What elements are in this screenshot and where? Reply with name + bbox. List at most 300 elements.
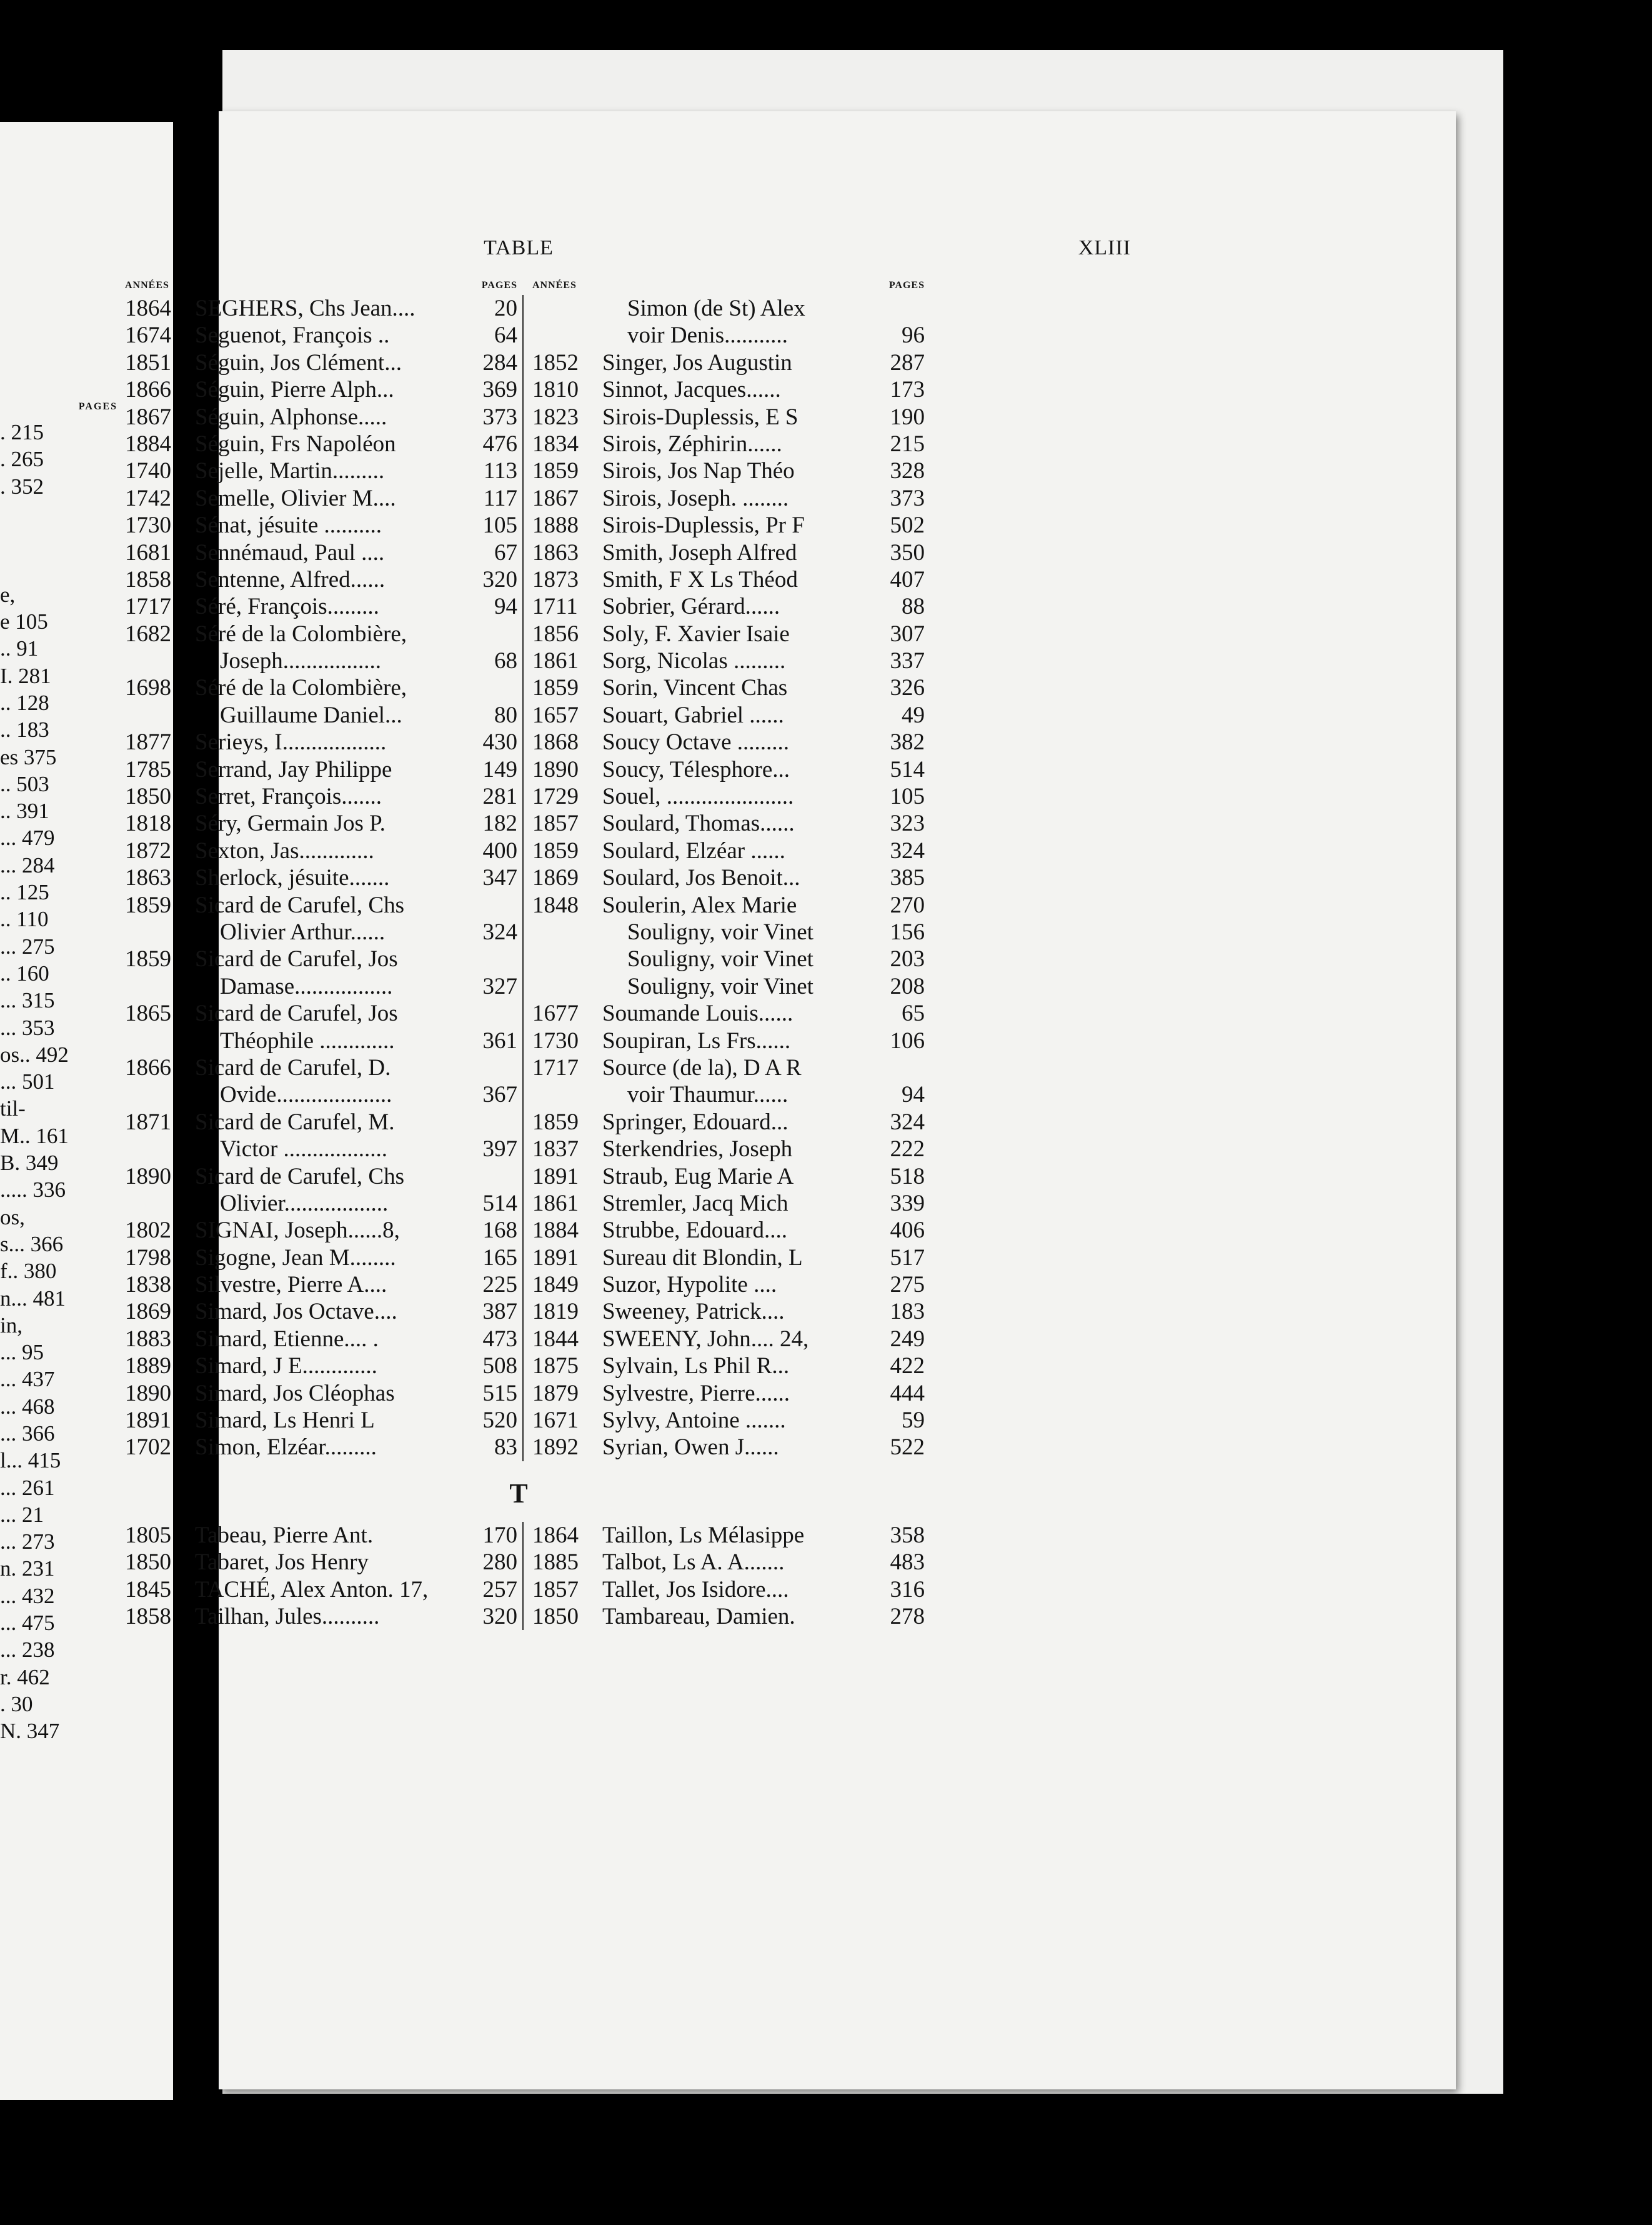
entry-page bbox=[876, 1054, 925, 1081]
entry-page: 324 bbox=[890, 838, 925, 864]
entry-page: 407 bbox=[890, 566, 925, 592]
index-entry bbox=[125, 919, 517, 946]
index-entry bbox=[532, 674, 925, 701]
entry-name: Tabaret, Jos Henry bbox=[195, 1549, 369, 1576]
entry-page: 520 bbox=[482, 1408, 517, 1434]
page-title: TABLE bbox=[484, 236, 554, 259]
entry-page: 369 bbox=[482, 377, 517, 403]
previous-page-line: os.. 492 bbox=[0, 1042, 69, 1067]
index-entry bbox=[125, 810, 517, 837]
previous-page-line: .. 128 bbox=[0, 690, 49, 715]
entry-name: Séré de la Colombière, bbox=[195, 621, 407, 647]
entry-name: Soumande Louis...... bbox=[602, 1001, 794, 1027]
entry-year: 1859 bbox=[532, 458, 579, 484]
index-entry bbox=[532, 1326, 925, 1352]
previous-page-line: ... 437 bbox=[0, 1367, 55, 1392]
entry-name: Talbot, Ls A. A....... bbox=[602, 1549, 785, 1576]
entry-year: 1866 bbox=[125, 377, 171, 403]
previous-page-pages-header: PAGES bbox=[78, 401, 117, 412]
entry-year bbox=[125, 919, 195, 946]
entry-name: SEGHERS, Chs Jean.... bbox=[195, 296, 415, 321]
entry-name: Sorin, Vincent Chas bbox=[602, 675, 788, 701]
previous-page-line: . 30 bbox=[0, 1691, 33, 1716]
entry-year: 1859 bbox=[532, 1109, 579, 1135]
entry-year: 1879 bbox=[532, 1380, 579, 1406]
entry-name: Damase................. bbox=[220, 973, 393, 999]
entry-page: 422 bbox=[890, 1353, 925, 1379]
entry-name: Simon (de St) Alex bbox=[627, 296, 805, 321]
index-entry bbox=[125, 458, 517, 484]
entry-year: 1682 bbox=[125, 621, 171, 647]
entry-year bbox=[532, 919, 602, 946]
entry-name: Source (de la), D A R bbox=[602, 1054, 802, 1081]
index-entry bbox=[125, 1603, 517, 1630]
entry-name: TACHÉ, Alex Anton. 17, bbox=[195, 1576, 429, 1602]
index-entry bbox=[532, 1407, 925, 1434]
entry-page: 88 bbox=[902, 594, 925, 620]
previous-page-lines bbox=[0, 419, 131, 1745]
entry-page: 83 bbox=[494, 1434, 517, 1461]
entry-page: 307 bbox=[890, 621, 925, 647]
previous-page-line: ... 284 bbox=[0, 852, 55, 878]
index-entry bbox=[125, 674, 517, 701]
entry-year: 1890 bbox=[125, 1380, 171, 1406]
entry-name: Soulard, Thomas...... bbox=[602, 811, 795, 837]
entry-name: Soucy, Télesphore... bbox=[602, 756, 790, 782]
entry-name: Sorg, Nicolas ......... bbox=[602, 648, 786, 674]
entry-page: 406 bbox=[890, 1218, 925, 1244]
entry-name: Séguin, Frs Napoléon bbox=[195, 431, 396, 457]
entry-page: 385 bbox=[890, 865, 925, 891]
entry-name: Simard, J E............. bbox=[195, 1353, 377, 1379]
entry-year: 1877 bbox=[125, 729, 171, 756]
index-entry bbox=[125, 1190, 517, 1217]
index-entry bbox=[532, 593, 925, 620]
entry-name: Sinnot, Jacques...... bbox=[602, 377, 781, 403]
entry-year bbox=[532, 322, 602, 349]
entry-name: Tailhan, Jules.......... bbox=[195, 1603, 380, 1629]
entry-page: 94 bbox=[902, 1082, 925, 1108]
previous-page-line: es 375 bbox=[0, 744, 57, 769]
entry-name: Sobrier, Gérard...... bbox=[602, 594, 780, 620]
entry-name: Sexton, Jas............. bbox=[195, 838, 374, 864]
entry-year: 1866 bbox=[125, 1054, 171, 1081]
entry-page bbox=[469, 674, 517, 701]
index-entry bbox=[125, 1081, 517, 1108]
entry-year: 1857 bbox=[532, 1576, 579, 1602]
previous-page-line: ... 238 bbox=[0, 1638, 55, 1662]
entry-page: 249 bbox=[890, 1326, 925, 1352]
entry-year: 1850 bbox=[125, 784, 171, 810]
entry-year: 1871 bbox=[125, 1109, 171, 1135]
entry-name: Sherlock, jésuite....... bbox=[195, 865, 390, 891]
entry-page: 173 bbox=[890, 377, 925, 403]
entry-year: 1859 bbox=[125, 892, 171, 918]
entry-year: 1859 bbox=[532, 838, 579, 864]
entry-page: 68 bbox=[494, 648, 517, 674]
entry-name: Souart, Gabriel ...... bbox=[602, 702, 784, 728]
entry-name: Simard, Jos Octave.... bbox=[195, 1299, 397, 1325]
running-header bbox=[125, 236, 1131, 280]
entry-page: 80 bbox=[494, 702, 517, 728]
entry-name: Soly, F. Xavier Isaie bbox=[602, 621, 790, 647]
entry-page: 59 bbox=[902, 1408, 925, 1434]
entry-name: Sénat, jésuite .......... bbox=[195, 512, 382, 539]
entry-year: 1852 bbox=[532, 349, 579, 376]
index-entry bbox=[125, 1380, 517, 1407]
entry-name: Sicard de Carufel, Jos bbox=[195, 946, 398, 972]
index-entry bbox=[532, 1271, 925, 1298]
index-entry bbox=[532, 783, 925, 810]
entry-year: 1845 bbox=[125, 1576, 171, 1602]
entry-page: 113 bbox=[483, 458, 517, 484]
entry-name: Séguin, Alphonse..... bbox=[195, 404, 387, 430]
entry-page: 316 bbox=[890, 1576, 925, 1602]
index-entry bbox=[532, 1081, 925, 1108]
entry-page: 222 bbox=[890, 1136, 925, 1162]
previous-page-line: s... 366 bbox=[0, 1231, 64, 1256]
previous-page-line bbox=[0, 527, 131, 554]
entry-year bbox=[125, 1190, 195, 1217]
index-entry bbox=[532, 295, 925, 322]
entry-name: Sentenne, Alfred...... bbox=[195, 566, 386, 592]
index-entry bbox=[125, 973, 517, 1000]
entry-year: 1864 bbox=[125, 296, 171, 321]
entry-year: 1869 bbox=[532, 865, 579, 891]
left-years-header: ANNÉES bbox=[125, 280, 169, 291]
entry-year bbox=[532, 973, 602, 1000]
entry-page: 156 bbox=[890, 919, 925, 945]
previous-page-line: ..... 336 bbox=[0, 1178, 66, 1202]
index-entry bbox=[532, 1434, 925, 1461]
entry-year bbox=[125, 1028, 195, 1054]
entry-page bbox=[469, 1054, 517, 1081]
entry-name: Silvestre, Pierre A.... bbox=[195, 1272, 387, 1298]
entry-year: 1890 bbox=[125, 1163, 171, 1189]
entry-year bbox=[125, 648, 195, 674]
column-headers bbox=[125, 280, 1131, 295]
entry-page: 514 bbox=[482, 1190, 517, 1216]
entry-name: Simon, Elzéar......... bbox=[195, 1434, 377, 1461]
entry-name: Théophile ............. bbox=[220, 1028, 395, 1054]
entry-name: Séguin, Jos Clément... bbox=[195, 349, 402, 376]
entry-page: 106 bbox=[890, 1028, 925, 1054]
entry-year: 1698 bbox=[125, 675, 171, 701]
index-entry bbox=[532, 1380, 925, 1407]
entry-page: 522 bbox=[890, 1434, 925, 1461]
index-entry bbox=[532, 1163, 925, 1190]
index-entry bbox=[532, 512, 925, 539]
entry-name: Smith, Joseph Alfred bbox=[602, 539, 797, 566]
entry-page bbox=[469, 1163, 517, 1190]
entry-page: 225 bbox=[482, 1272, 517, 1298]
entry-page: 105 bbox=[482, 512, 517, 539]
entry-name: Seguenot, François .. bbox=[195, 322, 390, 349]
entry-year: 1875 bbox=[532, 1353, 579, 1379]
entry-year: 1671 bbox=[532, 1408, 579, 1434]
entry-page: 339 bbox=[890, 1190, 925, 1216]
entry-year: 1850 bbox=[125, 1549, 171, 1576]
entry-page: 517 bbox=[890, 1244, 925, 1271]
previous-page-line: ... 275 bbox=[0, 934, 55, 959]
entry-page: 203 bbox=[890, 946, 925, 972]
index-entry bbox=[532, 1190, 925, 1217]
entry-page: 165 bbox=[482, 1244, 517, 1271]
entry-year: 1884 bbox=[125, 431, 171, 457]
entry-name: Souligny, voir Vinet bbox=[627, 946, 814, 972]
previous-page-line: .. 503 bbox=[0, 771, 49, 796]
entry-year: 1711 bbox=[532, 594, 578, 620]
entry-year: 1717 bbox=[532, 1054, 579, 1081]
entry-name: Syrian, Owen J...... bbox=[602, 1434, 779, 1461]
previous-page-line: e, bbox=[0, 582, 16, 607]
index-entry bbox=[532, 349, 925, 376]
entry-page: 476 bbox=[482, 431, 517, 457]
entry-name: Suzor, Hypolite .... bbox=[602, 1272, 777, 1298]
entry-name: Serieys, I.................. bbox=[195, 729, 387, 756]
t-right-column bbox=[532, 1522, 925, 1631]
entry-page: 215 bbox=[890, 431, 925, 457]
entry-name: Soupiran, Ls Frs...... bbox=[602, 1028, 791, 1054]
entry-page: 361 bbox=[482, 1028, 517, 1054]
entry-page: 367 bbox=[482, 1082, 517, 1108]
entry-page: 327 bbox=[482, 973, 517, 999]
entry-page bbox=[469, 621, 517, 648]
previous-page-line: ... 468 bbox=[0, 1394, 55, 1419]
entry-page: 281 bbox=[482, 784, 517, 810]
entry-name: Taillon, Ls Mélasippe bbox=[602, 1522, 805, 1548]
index-entry bbox=[125, 349, 517, 376]
index-entry bbox=[125, 566, 517, 593]
column-divider bbox=[522, 295, 524, 1461]
entry-name: Sicard de Carufel, Chs bbox=[195, 892, 404, 918]
entry-year: 1891 bbox=[532, 1163, 579, 1189]
t-left-column bbox=[125, 1522, 517, 1631]
entry-name: Olivier.................. bbox=[220, 1190, 389, 1216]
entry-name: Sterkendries, Joseph bbox=[602, 1136, 793, 1162]
entry-name: Simard, Jos Cléophas bbox=[195, 1380, 395, 1406]
index-entry bbox=[125, 1109, 517, 1136]
index-entry bbox=[532, 648, 925, 674]
entry-year: 1717 bbox=[125, 594, 171, 620]
index-entry bbox=[532, 838, 925, 864]
entry-year: 1864 bbox=[532, 1522, 579, 1548]
previous-page-edge-text bbox=[0, 400, 131, 1962]
entry-page: 518 bbox=[890, 1163, 925, 1189]
entry-name: Smith, F X Ls Théod bbox=[602, 566, 798, 592]
entry-year: 1856 bbox=[532, 621, 579, 647]
entry-name: Sirois, Joseph. ........ bbox=[602, 485, 789, 511]
entry-name: Sigogne, Jean M........ bbox=[195, 1244, 396, 1271]
entry-name: Tabeau, Pierre Ant. bbox=[195, 1522, 374, 1548]
entry-page: 182 bbox=[482, 811, 517, 837]
entry-year: 1890 bbox=[532, 756, 579, 782]
entry-page: 275 bbox=[890, 1272, 925, 1298]
entry-page bbox=[469, 1000, 517, 1027]
index-entry bbox=[125, 404, 517, 431]
entry-name: Guillaume Daniel... bbox=[220, 702, 402, 728]
entry-page: 64 bbox=[494, 322, 517, 349]
entry-page: 117 bbox=[483, 485, 517, 511]
entry-name: Sicard de Carufel, Chs bbox=[195, 1163, 404, 1189]
index-entry bbox=[125, 946, 517, 972]
entry-page: 358 bbox=[890, 1522, 925, 1548]
index-entry bbox=[125, 1217, 517, 1244]
entry-page: 270 bbox=[890, 892, 925, 918]
previous-page-line: ... 366 bbox=[0, 1421, 55, 1446]
index-entry bbox=[125, 485, 517, 512]
entry-year: 1851 bbox=[125, 349, 171, 376]
entry-page: 168 bbox=[482, 1218, 517, 1244]
previous-page-line: ... 475 bbox=[0, 1611, 55, 1636]
entry-year: 1785 bbox=[125, 756, 171, 782]
entry-year: 1730 bbox=[125, 512, 171, 539]
index-entry bbox=[125, 756, 517, 783]
entry-name: Simard, Ls Henri L bbox=[195, 1408, 375, 1434]
entry-page: 94 bbox=[494, 594, 517, 620]
entry-name: Sirois-Duplessis, Pr F bbox=[602, 512, 805, 539]
entry-page: 382 bbox=[890, 729, 925, 756]
entry-year: 1677 bbox=[532, 1001, 579, 1027]
index-entry bbox=[125, 322, 517, 349]
entry-page: 190 bbox=[890, 404, 925, 430]
page-number: XLIII bbox=[1078, 236, 1131, 259]
entry-name: Sweeney, Patrick.... bbox=[602, 1299, 785, 1325]
entry-year: 1810 bbox=[532, 377, 579, 403]
entry-page: 444 bbox=[890, 1380, 925, 1406]
entry-year: 1889 bbox=[125, 1353, 171, 1379]
index-entry bbox=[532, 485, 925, 512]
index-entry bbox=[532, 376, 925, 403]
entry-year: 1740 bbox=[125, 458, 171, 484]
t-section bbox=[125, 1522, 1131, 1631]
index-entry bbox=[125, 783, 517, 810]
previous-page-line: ... 432 bbox=[0, 1583, 55, 1608]
previous-page-line: .. 183 bbox=[0, 718, 49, 742]
previous-page-line: . 352 bbox=[0, 474, 44, 499]
entry-year bbox=[125, 973, 195, 1000]
entry-year: 1888 bbox=[532, 512, 579, 539]
entry-year: 1861 bbox=[532, 1190, 579, 1216]
index-entry bbox=[125, 838, 517, 864]
previous-page-line: .. 125 bbox=[0, 880, 49, 905]
left-index-column bbox=[125, 295, 517, 1461]
entry-year: 1891 bbox=[125, 1408, 171, 1434]
entry-name: Séré, François......... bbox=[195, 594, 379, 620]
previous-page-line: ... 95 bbox=[0, 1340, 44, 1365]
entry-name: Séguin, Pierre Alph... bbox=[195, 377, 394, 403]
entry-name: Soulard, Jos Benoit... bbox=[602, 865, 800, 891]
right-index-column bbox=[532, 295, 925, 1461]
entry-page: 473 bbox=[482, 1326, 517, 1352]
entry-page: 284 bbox=[482, 349, 517, 376]
entry-page: 508 bbox=[482, 1353, 517, 1379]
index-entry bbox=[125, 376, 517, 403]
previous-page-line: in, bbox=[0, 1312, 22, 1338]
entry-page: 324 bbox=[482, 919, 517, 945]
index-entry bbox=[532, 1136, 925, 1162]
entry-page: 49 bbox=[902, 702, 925, 728]
entry-name: Sirois, Jos Nap Théo bbox=[602, 458, 795, 484]
index-entry bbox=[125, 892, 517, 919]
entry-page: 397 bbox=[482, 1136, 517, 1162]
entry-page: 337 bbox=[890, 648, 925, 674]
previous-page-line: f.. 380 bbox=[0, 1259, 57, 1284]
entry-page: 387 bbox=[482, 1299, 517, 1325]
index-entry bbox=[125, 729, 517, 756]
index-entry bbox=[532, 864, 925, 891]
entry-name: Olivier Arthur...... bbox=[220, 919, 386, 945]
previous-page-line: ... 21 bbox=[0, 1502, 44, 1527]
entry-year: 1868 bbox=[532, 729, 579, 756]
entry-name: voir Thaumur...... bbox=[627, 1082, 789, 1108]
index-entry bbox=[125, 1576, 517, 1603]
index-entry bbox=[532, 1054, 925, 1081]
index-entry bbox=[125, 295, 517, 322]
index-entry bbox=[532, 1352, 925, 1379]
entry-year: 1818 bbox=[125, 811, 171, 837]
entry-name: Sylvestre, Pierre...... bbox=[602, 1380, 790, 1406]
entry-year: 1849 bbox=[532, 1272, 579, 1298]
index-entry bbox=[532, 1522, 925, 1549]
entry-year bbox=[532, 1081, 602, 1108]
entry-name: Sicard de Carufel, Jos bbox=[195, 1001, 398, 1027]
s-section bbox=[125, 295, 1131, 1461]
index-entry bbox=[125, 1326, 517, 1352]
previous-page-line bbox=[0, 554, 131, 581]
previous-page-line: os, bbox=[0, 1204, 25, 1229]
index-content bbox=[125, 236, 1131, 1630]
entry-name: Sureau dit Blondin, L bbox=[602, 1244, 803, 1271]
entry-year: 1857 bbox=[532, 811, 579, 837]
entry-year: 1869 bbox=[125, 1299, 171, 1325]
entry-page bbox=[876, 295, 925, 322]
entry-name: Sirois, Zéphirin...... bbox=[602, 431, 782, 457]
entry-page: 347 bbox=[482, 865, 517, 891]
entry-page: 105 bbox=[890, 784, 925, 810]
index-entry bbox=[125, 648, 517, 674]
entry-name: Victor .................. bbox=[220, 1136, 388, 1162]
entry-year: 1872 bbox=[125, 838, 171, 864]
entry-page: 373 bbox=[482, 404, 517, 430]
entry-year: 1863 bbox=[125, 865, 171, 891]
index-entry bbox=[125, 1434, 517, 1461]
index-entry bbox=[532, 919, 925, 946]
index-entry bbox=[125, 1298, 517, 1325]
entry-page: 280 bbox=[482, 1549, 517, 1576]
previous-page-line: ... 273 bbox=[0, 1529, 55, 1554]
index-entry bbox=[125, 1000, 517, 1027]
index-entry bbox=[125, 1244, 517, 1271]
entry-year bbox=[125, 1136, 195, 1162]
previous-page-line: ... 261 bbox=[0, 1475, 55, 1500]
entry-name: Strubbe, Edouard.... bbox=[602, 1218, 787, 1244]
entry-page: 514 bbox=[890, 756, 925, 782]
entry-page: 483 bbox=[890, 1549, 925, 1576]
entry-name: Serrand, Jay Philippe bbox=[195, 756, 392, 782]
index-entry bbox=[532, 621, 925, 648]
previous-page-line: e 105 bbox=[0, 609, 48, 634]
index-entry bbox=[532, 404, 925, 431]
entry-name: Stremler, Jacq Mich bbox=[602, 1190, 789, 1216]
index-entry bbox=[532, 756, 925, 783]
entry-page: 515 bbox=[482, 1380, 517, 1406]
index-entry bbox=[125, 431, 517, 458]
index-entry bbox=[532, 946, 925, 972]
entry-name: Séré de la Colombière, bbox=[195, 675, 407, 701]
entry-name: Souligny, voir Vinet bbox=[627, 973, 814, 999]
entry-year: 1674 bbox=[125, 322, 171, 349]
